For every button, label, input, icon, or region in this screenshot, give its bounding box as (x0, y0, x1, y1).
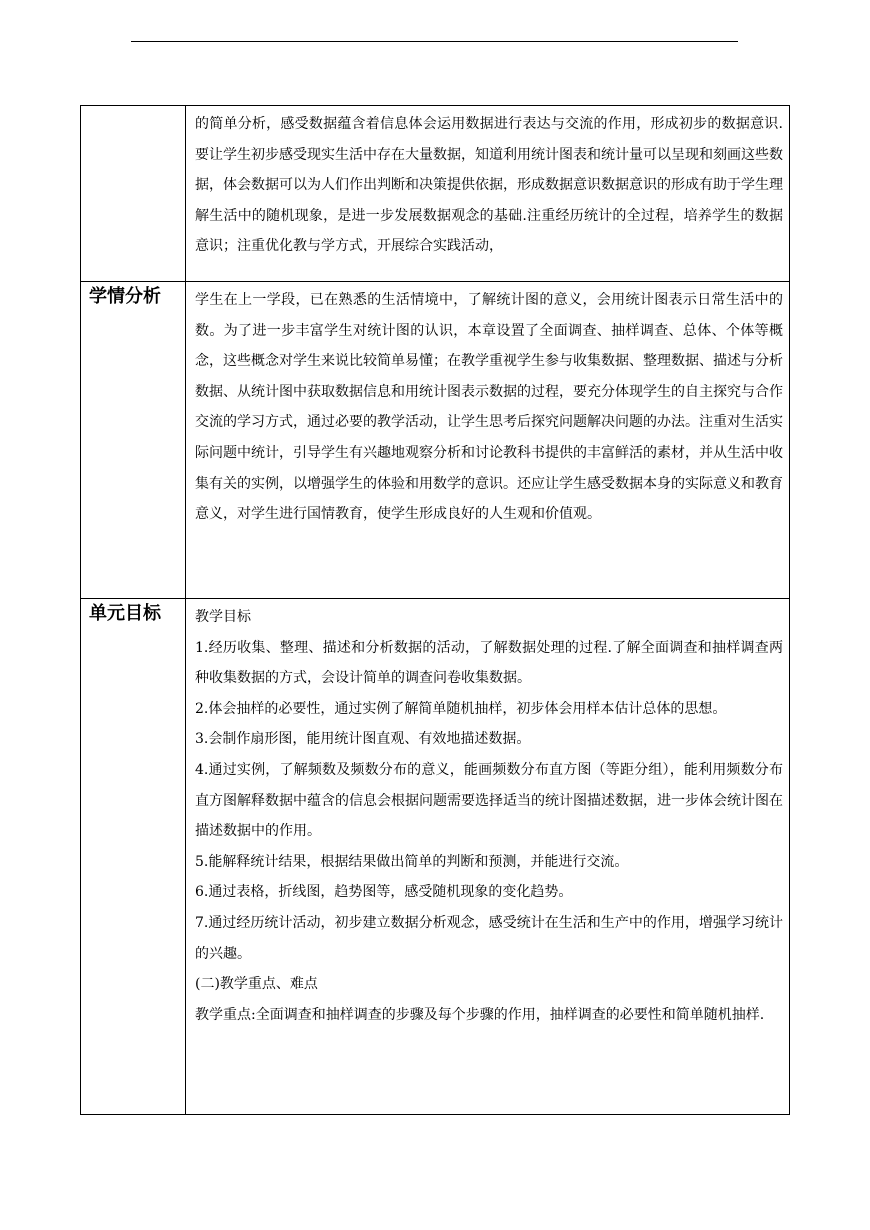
lesson-plan-table (80, 105, 790, 1115)
objectives-heading: 教学目标 (195, 609, 251, 625)
header-rule (131, 41, 738, 42)
row-content-cell (186, 599, 790, 1115)
objective-item: 2.体会抽样的必要性，通过实例了解简单随机抽样，初步体会用样本估计总体的思想。 (195, 700, 727, 717)
row-label-cell (81, 282, 186, 599)
objective-item: 5.能解释统计结果，根据结果做出简单的判断和预测，并能进行交流。 (195, 853, 629, 870)
table-row (81, 282, 790, 599)
row-label: 单元目标 (89, 603, 161, 624)
key-points-text: 教学重点:全面调查和抽样调查的步骤及每个步骤的作用，抽样调查的必要性和简单随机抽样. (195, 1006, 765, 1023)
content-paragraph: 的简单分析，感受数据蕴含着信息体会运用数据进行表达与交流的作用，形成初步的数据意识.要让学生初步感受现实生活中存在大量数据，知道利用统计图表和统计量可以呈现和刻画这些数据，体会数据可以为人们作出判断和决策提供依据，形成数据意识数据意识的形成有助于学生理解生活中的随机现象，是进一步发展数据观念的基础.注重经历统计的全过程，培养学生的数据意识；注重优化教与学方式，开展综合实践活动， (195, 116, 783, 255)
row-label-cell (81, 599, 186, 1115)
row-label-cell (81, 106, 186, 282)
row-label: 学情分析 (89, 286, 161, 307)
objective-item: 1.经历收集、整理、描述和分析数据的活动，了解数据处理的过程.了解全面调查和抽样调查两种收集数据的方式，会设计简单的调查问卷收集数据。 (195, 639, 783, 687)
objective-item: 6.通过表格，折线图，趋势图等，感受随机现象的变化趋势。 (195, 884, 573, 901)
table-row (81, 599, 790, 1115)
content-paragraph: 学生在上一学段，已在熟悉的生活情境中，了解统计图的意义，会用统计图表示日常生活中的数。为了进一步丰富学生对统计图的认识，本章设置了全面调查、抽样调查、总体、个体等概念，这些概念对学生来说比较简单易懂；在教学重视学生参与收集数据、整理数据、描述与分析数据、从统计图中获取数据信息和用统计图表示数据的过程，要充分体现学生的自主探究与合作交流的学习方式，通过必要的教学活动，让学生思考后探究问题解决问题的办法。注重对生活实际问题中统计，引导学生有兴趣地观察分析和讨论教科书提供的丰富鲜活的素材，并从生活中收集有关的实例，以增强学生的体验和用数学的意识。还应让学生感受数据本身的实际意义和教育意义，对学生进行国情教育，使学生形成良好的人生观和价值观。 (195, 292, 783, 523)
key-points-heading: (二)教学重点、难点 (195, 976, 318, 993)
row-content-cell (186, 106, 790, 282)
objective-item: 7.通过经历统计活动，初步建立数据分析观念，感受统计在生活和生产中的作用，增强学习统计的兴趣。 (195, 914, 783, 962)
objective-item: 4.通过实例，了解频数及频数分布的意义，能画频数分布直方图（等距分组），能利用频数分布直方图解释数据中蕴含的信息会根据问题需要选择适当的统计图描述数据，进一步体会统计图在描述数据中的作用。 (195, 761, 783, 840)
objective-item: 3.会制作扇形图，能用统计图直观、有效地描述数据。 (195, 731, 531, 748)
table-row (81, 106, 790, 282)
row-label (81, 106, 185, 109)
row-content-cell (186, 282, 790, 599)
